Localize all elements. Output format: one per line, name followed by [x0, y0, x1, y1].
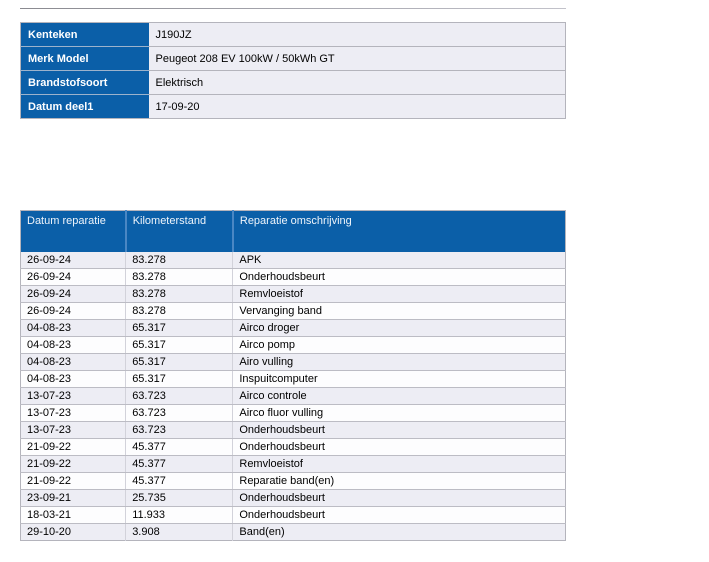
repair-date-cell: 23-09-21 [21, 490, 126, 507]
repair-date-cell: 04-08-23 [21, 371, 126, 388]
repair-date-cell: 13-07-23 [21, 405, 126, 422]
repair-history-row [21, 439, 566, 456]
repair-desc-cell: Onderhoudsbeurt [233, 439, 566, 456]
repair-km-cell: 83.278 [126, 286, 233, 303]
repair-date-cell: 04-08-23 [21, 320, 126, 337]
repair-desc-cell: Vervanging band [233, 303, 566, 320]
repair-desc-cell: Reparatie band(en) [233, 473, 566, 490]
repair-history-row [21, 269, 566, 286]
repair-history-row [21, 422, 566, 439]
repair-date-cell: 26-09-24 [21, 269, 126, 286]
vehicle-info-row [21, 71, 566, 95]
repair-km-cell: 63.723 [126, 405, 233, 422]
vehicle-info-value: Peugeot 208 EV 100kW / 50kWh GT [149, 47, 566, 71]
repair-date-cell: 21-09-22 [21, 473, 126, 490]
repair-date-cell: 26-09-24 [21, 286, 126, 303]
column-header-reparatie-omschrijving: Reparatie omschrijving [233, 211, 566, 252]
repair-history-row [21, 473, 566, 490]
vehicle-info-row [21, 23, 566, 47]
repair-km-cell: 45.377 [126, 456, 233, 473]
repair-history-row [21, 405, 566, 422]
vehicle-info-table [20, 22, 566, 119]
top-horizontal-rule [20, 8, 566, 9]
repair-date-cell: 13-07-23 [21, 422, 126, 439]
repair-desc-cell: Onderhoudsbeurt [233, 269, 566, 286]
repair-history-row [21, 388, 566, 405]
repair-km-cell: 11.933 [126, 507, 233, 524]
repair-km-cell: 65.317 [126, 320, 233, 337]
repair-history-row [21, 354, 566, 371]
repair-history-row [21, 303, 566, 320]
repair-date-cell: 04-08-23 [21, 354, 126, 371]
repair-desc-cell: Airco controle [233, 388, 566, 405]
repair-date-cell: 26-09-24 [21, 252, 126, 269]
repair-desc-cell: Inspuitcomputer [233, 371, 566, 388]
repair-km-cell: 63.723 [126, 388, 233, 405]
repair-history-row [21, 337, 566, 354]
repair-history-row [21, 456, 566, 473]
repair-desc-cell: Onderhoudsbeurt [233, 490, 566, 507]
vehicle-info-label: Brandstofsoort [21, 71, 149, 95]
repair-date-cell: 04-08-23 [21, 337, 126, 354]
repair-date-cell: 29-10-20 [21, 524, 126, 541]
repair-history-row [21, 490, 566, 507]
repair-date-cell: 21-09-22 [21, 456, 126, 473]
repair-km-cell: 83.278 [126, 252, 233, 269]
column-header-datum-reparatie: Datum reparatie [21, 211, 126, 252]
vehicle-info-label: Kenteken [21, 23, 149, 47]
vehicle-info-value: 17-09-20 [149, 95, 566, 119]
column-header-kilometerstand: Kilometerstand [126, 211, 233, 252]
repair-desc-cell: Airco fluor vulling [233, 405, 566, 422]
repair-desc-cell: Airco droger [233, 320, 566, 337]
repair-history-table [20, 210, 566, 541]
repair-date-cell: 21-09-22 [21, 439, 126, 456]
repair-date-cell: 13-07-23 [21, 388, 126, 405]
repair-history-body [21, 252, 566, 541]
repair-desc-cell: Remvloeistof [233, 286, 566, 303]
repair-date-cell: 18-03-21 [21, 507, 126, 524]
repair-desc-cell: Band(en) [233, 524, 566, 541]
repair-desc-cell: Onderhoudsbeurt [233, 422, 566, 439]
repair-history-row [21, 286, 566, 303]
repair-desc-cell: Airo vulling [233, 354, 566, 371]
repair-km-cell: 65.317 [126, 354, 233, 371]
vehicle-info-row [21, 47, 566, 71]
repair-date-cell: 26-09-24 [21, 303, 126, 320]
repair-km-cell: 3.908 [126, 524, 233, 541]
repair-desc-cell: Remvloeistof [233, 456, 566, 473]
repair-history-row [21, 524, 566, 541]
vehicle-info-value: J190JZ [149, 23, 566, 47]
repair-km-cell: 25.735 [126, 490, 233, 507]
repair-km-cell: 65.317 [126, 371, 233, 388]
repair-km-cell: 45.377 [126, 473, 233, 490]
vehicle-info-label: Merk Model [21, 47, 149, 71]
repair-km-cell: 83.278 [126, 303, 233, 320]
repair-desc-cell: Onderhoudsbeurt [233, 507, 566, 524]
vehicle-info-row [21, 95, 566, 119]
repair-km-cell: 63.723 [126, 422, 233, 439]
repair-history-row [21, 252, 566, 269]
repair-km-cell: 83.278 [126, 269, 233, 286]
repair-km-cell: 45.377 [126, 439, 233, 456]
repair-history-row [21, 371, 566, 388]
repair-desc-cell: APK [233, 252, 566, 269]
repair-desc-cell: Airco pomp [233, 337, 566, 354]
repair-history-row [21, 507, 566, 524]
repair-km-cell: 65.317 [126, 337, 233, 354]
vehicle-info-label: Datum deel1 [21, 95, 149, 119]
repair-history-row [21, 320, 566, 337]
vehicle-info-value: Elektrisch [149, 71, 566, 95]
vehicle-info-body [21, 23, 566, 119]
repair-history-header-row [21, 211, 566, 252]
